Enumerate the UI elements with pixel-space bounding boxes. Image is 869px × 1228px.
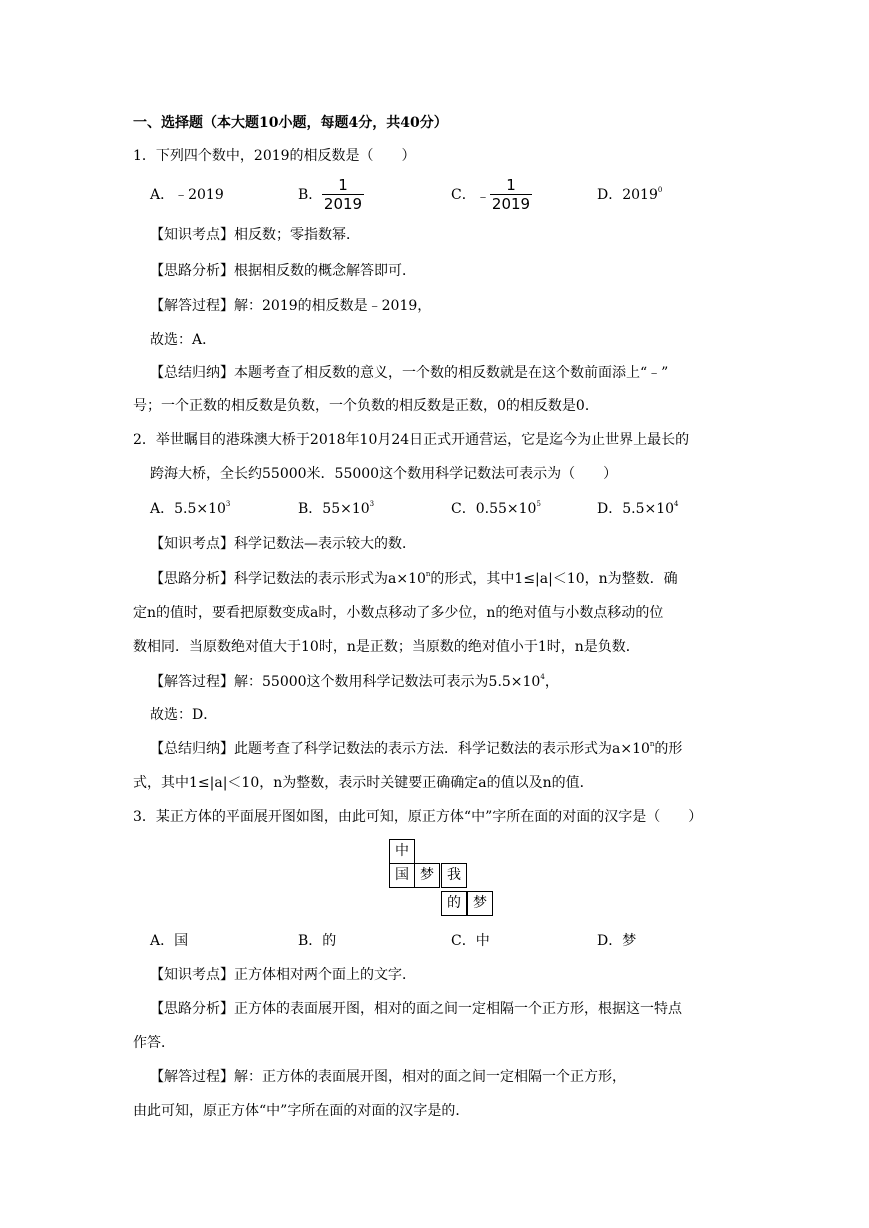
q2-summary-text-a: 【总结归纳】此题考查了科学记数法的表示方法．科学记数法的表示形式为a×10 xyxy=(150,741,650,757)
q2-option-d xyxy=(597,500,679,518)
q2-option-b-text: B．55×10 xyxy=(298,501,370,517)
q2-analysis-line-1 xyxy=(150,570,678,588)
q2-summary-exponent: n xyxy=(649,740,655,748)
q2-solution xyxy=(150,673,559,691)
q2-option-c-text: C．0.55×10 xyxy=(451,501,537,517)
q1-option-c-label: C． xyxy=(451,187,476,203)
q3-analysis-line-2: 作答． xyxy=(133,1035,175,1051)
q2-summary-line-1 xyxy=(150,740,682,758)
q2-analysis-exponent: n xyxy=(425,570,431,578)
q1-stem: 1．下列四个数中，2019的相反数是（ ） xyxy=(133,148,416,164)
net-cell-1: 中 xyxy=(389,839,415,864)
q2-option-d-text: D．5.5×10 xyxy=(597,501,675,517)
net-cell-2: 国 xyxy=(389,863,415,888)
q1-option-d xyxy=(597,186,662,204)
q1-option-b-label: B． xyxy=(298,187,323,203)
net-cell-4: 我 xyxy=(441,863,467,888)
q1-knowledge: 【知识考点】相反数；零指数幂． xyxy=(150,227,360,243)
q3-option-c: C．中 xyxy=(451,933,490,949)
q1-option-c-sign: ﹣ xyxy=(476,189,490,205)
q2-knowledge: 【知识考点】科学记数法—表示较大的数． xyxy=(150,536,416,552)
q3-option-d: D．梦 xyxy=(597,933,637,949)
q3-analysis-line-1: 【思路分析】正方体的表面展开图，相对的面之间一定相隔一个正方形，根据这一特点 xyxy=(150,1001,682,1017)
section-header: 一、选择题（本大题10小题，每题4分，共40分） xyxy=(133,115,448,131)
q3-option-b: B．的 xyxy=(298,933,337,949)
q3-solution-line-2: 由此可知，原正方体“中”字所在面的对面的汉字是的． xyxy=(133,1103,470,1119)
q2-summary-line-2: 式，其中1≤|a|＜10，n为整数，表示时关键要正确确定a的值以及n的值． xyxy=(133,775,594,791)
net-cell-5: 的 xyxy=(441,891,467,916)
q2-choice: 故选：D． xyxy=(150,707,218,723)
q1-choice: 故选：A． xyxy=(150,332,217,348)
q1-option-d-text: D．2019 xyxy=(597,187,658,203)
q2-option-a-text: A．5.5×10 xyxy=(150,501,226,517)
q1-option-d-exponent: 0 xyxy=(657,186,663,194)
q1-option-a: A．﹣2019 xyxy=(150,187,224,203)
q2-solution-exponent: 4 xyxy=(540,673,545,681)
q2-option-c-exponent: 5 xyxy=(536,500,541,508)
q3-knowledge: 【知识考点】正方体相对两个面上的文字． xyxy=(150,967,416,983)
q2-analysis-text-a: 【思路分析】科学记数法的表示形式为a×10 xyxy=(150,571,426,587)
q3-option-a: A．国 xyxy=(150,933,189,949)
q1-analysis: 【思路分析】根据相反数的概念解答即可． xyxy=(150,263,416,279)
q2-solution-text-a: 【解答过程】解：55000这个数用科学记数法可表示为5.5×10 xyxy=(150,674,541,690)
net-cell-3: 梦 xyxy=(414,863,440,888)
q2-option-d-exponent: 4 xyxy=(674,500,679,508)
q2-option-b xyxy=(298,500,374,518)
q2-stem-line-2: 跨海大桥，全长约55000米．55000这个数用科学记数法可表示为（ ） xyxy=(150,466,618,482)
q1-solution: 【解答过程】解：2019的相反数是﹣2019， xyxy=(150,298,432,314)
q1-option-b-fraction xyxy=(322,176,364,213)
q1-summary-line-2: 号；一个正数的相反数是负数，一个负数的相反数是正数，0的相反数是0． xyxy=(133,398,599,414)
q1-option-c-denominator: 2019 xyxy=(491,195,531,213)
q3-stem: 3．某正方体的平面展开图如图，由此可知，原正方体“中”字所在面的对面的汉字是（ ） xyxy=(133,809,703,825)
q3-solution-line-1: 【解答过程】解：正方体的表面展开图，相对的面之间一定相隔一个正方形， xyxy=(150,1069,626,1085)
q1-summary-line-1: 【总结归纳】本题考查了相反数的意义，一个数的相反数就是在这个数前面添上“﹣” xyxy=(150,365,669,381)
q2-solution-text-b: ， xyxy=(544,674,559,690)
q2-analysis-line-3: 数相同．当原数绝对值大于10时，n是正数；当原数的绝对值小于1时，n是负数． xyxy=(133,639,640,655)
q2-option-a xyxy=(150,500,230,518)
q2-analysis-line-2: 定n的值时，要看把原数变成a时，小数点移动了多少位，n的绝对值与小数点移动的位 xyxy=(133,605,664,621)
q2-option-c xyxy=(451,500,541,518)
net-cell-6: 梦 xyxy=(467,891,493,916)
q2-stem-line-1: 2．举世瞩目的港珠澳大桥于2018年10月24日正式开通营运，它是迄今为止世界上最长的 xyxy=(133,432,690,448)
q1-option-c-fraction xyxy=(490,176,532,213)
q1-option-c-numerator: 1 xyxy=(506,176,516,194)
q2-summary-text-b: 的形 xyxy=(654,741,683,757)
q1-option-b-numerator: 1 xyxy=(338,176,348,194)
q2-option-a-exponent: 3 xyxy=(225,500,231,508)
q1-option-b-denominator: 2019 xyxy=(323,195,363,213)
q2-option-b-exponent: 3 xyxy=(369,500,375,508)
q2-analysis-text-b: 的形式，其中1≤|a|＜10，n为整数．确 xyxy=(430,571,678,587)
